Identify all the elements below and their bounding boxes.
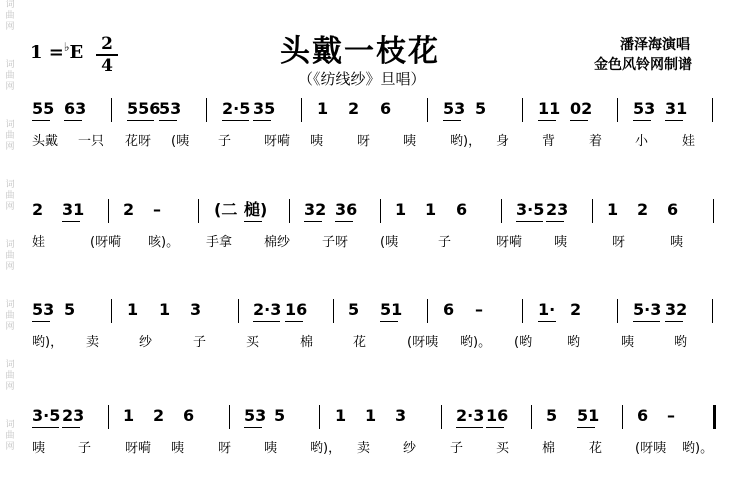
beam-underline xyxy=(443,120,461,121)
note-group: 5 xyxy=(274,406,286,425)
lyric-syllable: 咦 xyxy=(310,134,324,149)
barline xyxy=(238,299,239,323)
note-group: 51 xyxy=(380,300,403,319)
note-group: 5 xyxy=(64,300,76,319)
note-group: 51 xyxy=(577,406,600,425)
score-line xyxy=(0,197,750,287)
lyric-syllable: 花呀 xyxy=(125,134,152,149)
lyric-syllable: 呀嗬 xyxy=(264,134,291,149)
lyric-syllable: 子 xyxy=(450,441,464,456)
lyric-syllable: 手拿 xyxy=(206,235,233,250)
note-group: 11 xyxy=(538,99,561,118)
lyric-syllable: 哟)， xyxy=(310,441,342,456)
beam-underline xyxy=(516,221,543,222)
note-group: – xyxy=(475,300,483,319)
lyric-syllable: (咦 xyxy=(171,134,190,149)
note-group: 2·3 xyxy=(456,406,485,425)
watermark-6: 词曲网 xyxy=(5,300,15,332)
lyric-syllable: 棉 xyxy=(542,441,556,456)
beam-underline xyxy=(304,221,322,222)
lyric-syllable: 一只 xyxy=(78,134,105,149)
beam-underline xyxy=(244,427,262,428)
note-group: 63 xyxy=(64,99,87,118)
note-group: 2 xyxy=(570,300,582,319)
lyric-syllable: 哟)， xyxy=(32,335,64,350)
lyric-syllable: 背 xyxy=(542,134,556,149)
note-group: 6 xyxy=(667,200,679,219)
watermark-1: 词曲网 xyxy=(5,0,15,32)
barline xyxy=(333,299,334,323)
note-group: 31 xyxy=(665,99,688,118)
key-prefix: 1 = xyxy=(30,42,64,63)
note-group: – xyxy=(667,406,675,425)
note-group: 1 xyxy=(317,99,329,118)
beam-underline xyxy=(32,321,50,322)
watermark-5: 词曲网 xyxy=(5,240,15,272)
note-group: 1 xyxy=(159,300,171,319)
lyric-syllable: (哟 xyxy=(514,335,533,350)
note-group: 1 xyxy=(123,406,135,425)
lyric-syllable: 哟 xyxy=(567,335,581,350)
note-group: 1 xyxy=(335,406,347,425)
beam-underline xyxy=(253,321,280,322)
note-group: 2 xyxy=(32,200,44,219)
lyric-syllable: 咦 xyxy=(554,235,568,250)
score-line xyxy=(0,96,750,186)
lyric-syllable: 娃 xyxy=(32,235,46,250)
note-group: 5·3 xyxy=(633,300,662,319)
meter-bottom: 4 xyxy=(96,54,118,76)
lyric-syllable: 买 xyxy=(496,441,510,456)
lyric-syllable: 咦 xyxy=(264,441,278,456)
beam-underline xyxy=(244,221,262,222)
note-group: 32 xyxy=(304,200,327,219)
note-group: 53 xyxy=(32,300,55,319)
lyric-syllable: 哟 xyxy=(674,335,688,350)
lyric-syllable: 呀 xyxy=(218,441,232,456)
lyric-syllable: 着 xyxy=(589,134,603,149)
note-group: 1 xyxy=(425,200,437,219)
lyric-syllable: 子 xyxy=(78,441,92,456)
note-group: 35 xyxy=(253,99,276,118)
note-group: 6 xyxy=(637,406,649,425)
note-group: 31 xyxy=(62,200,85,219)
note-group: (二 xyxy=(214,200,238,219)
beam-underline xyxy=(335,221,353,222)
note-group: 3·5 xyxy=(516,200,545,219)
note-group: 1 xyxy=(395,200,407,219)
barline xyxy=(617,98,618,122)
lyric-syllable: 咳)。 xyxy=(148,235,180,250)
note-group: 1 xyxy=(607,200,619,219)
lyric-syllable: 咦 xyxy=(403,134,417,149)
lyric-syllable: 呀 xyxy=(357,134,371,149)
note-group: 36 xyxy=(335,200,358,219)
note-group: 6 xyxy=(183,406,195,425)
note-group: 556 xyxy=(127,99,161,118)
barline xyxy=(713,405,716,429)
barline xyxy=(108,199,109,223)
lyric-syllable: 卖 xyxy=(86,335,100,350)
beam-underline xyxy=(380,321,398,322)
beam-underline xyxy=(570,120,588,121)
barline xyxy=(522,299,523,323)
barline xyxy=(289,199,290,223)
flat-icon: ♭ xyxy=(63,40,70,54)
note-group: 53 xyxy=(443,99,466,118)
lyric-syllable: 买 xyxy=(246,335,260,350)
note-group: 5 xyxy=(348,300,360,319)
beam-underline xyxy=(32,427,59,428)
barline xyxy=(229,405,230,429)
watermark-3: 词曲网 xyxy=(5,120,15,152)
barline xyxy=(198,199,199,223)
beam-underline xyxy=(32,120,50,121)
beam-underline xyxy=(546,221,564,222)
beam-underline xyxy=(253,120,271,121)
note-group: 1 xyxy=(365,406,377,425)
score-line xyxy=(0,403,750,493)
score-line xyxy=(0,297,750,387)
beam-underline xyxy=(538,120,556,121)
lyric-syllable: 咦 xyxy=(621,335,635,350)
barline xyxy=(622,405,623,429)
lyric-syllable: 呀嗬 xyxy=(125,441,152,456)
note-group: 3 xyxy=(190,300,202,319)
note-group: 6 xyxy=(456,200,468,219)
lyric-syllable: 咦 xyxy=(171,441,185,456)
beam-underline xyxy=(62,427,80,428)
note-group: 2 xyxy=(123,200,135,219)
lyric-syllable: 哟)， xyxy=(450,134,482,149)
note-group: 1· xyxy=(538,300,556,319)
lyric-syllable: (咦 xyxy=(380,235,399,250)
barline xyxy=(522,98,523,122)
lyric-syllable: 棉纱 xyxy=(264,235,291,250)
barline xyxy=(301,98,302,122)
beam-underline xyxy=(285,321,303,322)
beam-underline xyxy=(577,427,595,428)
lyric-syllable: 咦 xyxy=(32,441,46,456)
lyric-syllable: 花 xyxy=(589,441,603,456)
barline xyxy=(712,98,713,122)
beam-underline xyxy=(222,120,249,121)
barline xyxy=(319,405,320,429)
lyric-syllable: (呀咦 xyxy=(407,335,439,350)
watermark-8: 词曲网 xyxy=(5,420,15,452)
beam-underline xyxy=(64,120,82,121)
watermark-2: 词曲网 xyxy=(5,60,15,92)
song-subtitle: （《纺线纱》旦唱） xyxy=(298,70,426,88)
engraver-credit: 金色风铃网制谱 xyxy=(594,57,692,73)
note-group: 2·5 xyxy=(222,99,251,118)
barline xyxy=(531,405,532,429)
beam-underline xyxy=(62,221,80,222)
lyric-syllable: (呀咦 xyxy=(635,441,667,456)
barline xyxy=(206,98,207,122)
barline xyxy=(427,98,428,122)
note-group: 2 xyxy=(637,200,649,219)
watermark-4: 词曲网 xyxy=(5,180,15,212)
note-group: 6 xyxy=(443,300,455,319)
barline xyxy=(111,299,112,323)
beam-underline xyxy=(486,427,504,428)
barline xyxy=(713,199,714,223)
note-group: 2 xyxy=(153,406,165,425)
note-group: 5 xyxy=(546,406,558,425)
note-group: 53 xyxy=(633,99,656,118)
note-group: 2 xyxy=(348,99,360,118)
beam-underline xyxy=(665,120,683,121)
barline xyxy=(380,199,381,223)
lyric-syllable: 哟)。 xyxy=(682,441,714,456)
song-title: 头戴一枝花 xyxy=(280,34,440,69)
note-group: 1 xyxy=(127,300,139,319)
note-group: 23 xyxy=(546,200,569,219)
barline xyxy=(111,98,112,122)
lyric-syllable: 纱 xyxy=(139,335,153,350)
lyric-syllable: 咦 xyxy=(670,235,684,250)
barline xyxy=(592,199,593,223)
beam-underline xyxy=(538,321,556,322)
note-group: 02 xyxy=(570,99,593,118)
lyric-syllable: (呀嗬 xyxy=(90,235,122,250)
note-group: 32 xyxy=(665,300,688,319)
lyric-syllable: 子 xyxy=(438,235,452,250)
lyric-syllable: 哟)。 xyxy=(460,335,492,350)
note-group: 5 xyxy=(475,99,487,118)
barline xyxy=(427,299,428,323)
note-group: 55 xyxy=(32,99,55,118)
note-group: 23 xyxy=(62,406,85,425)
beam-underline xyxy=(633,120,651,121)
lyric-syllable: 卖 xyxy=(357,441,371,456)
lyric-syllable: 花 xyxy=(353,335,367,350)
lyric-syllable: 娃 xyxy=(682,134,696,149)
note-group: 槌) xyxy=(244,200,268,219)
lyric-syllable: 呀 xyxy=(612,235,626,250)
beam-underline xyxy=(633,321,660,322)
note-group: 3·5 xyxy=(32,406,61,425)
key-note: E xyxy=(69,42,84,63)
beam-underline xyxy=(456,427,483,428)
beam-underline xyxy=(665,321,683,322)
note-group: 53 xyxy=(159,99,182,118)
lyric-syllable: 子 xyxy=(218,134,232,149)
note-group: – xyxy=(153,200,161,219)
note-group: 3 xyxy=(395,406,407,425)
note-group: 53 xyxy=(244,406,267,425)
note-group: 2·3 xyxy=(253,300,282,319)
key-signature xyxy=(30,40,83,63)
lyric-syllable: 呀嗬 xyxy=(496,235,523,250)
note-group: 16 xyxy=(486,406,509,425)
beam-underline xyxy=(127,120,154,121)
barline xyxy=(108,405,109,429)
note-group: 16 xyxy=(285,300,308,319)
lyric-syllable: 棉 xyxy=(300,335,314,350)
note-group: 6 xyxy=(380,99,392,118)
lyric-syllable: 身 xyxy=(496,134,510,149)
meter-top: 2 xyxy=(101,34,113,54)
watermark-7: 词曲网 xyxy=(5,360,15,392)
time-signature xyxy=(96,34,118,76)
lyric-syllable: 小 xyxy=(635,134,649,149)
beam-underline xyxy=(159,120,177,121)
performer-credit: 潘泽海演唱 xyxy=(620,37,690,53)
lyric-syllable: 纱 xyxy=(403,441,417,456)
barline xyxy=(501,199,502,223)
lyric-syllable: 子 xyxy=(193,335,207,350)
barline xyxy=(617,299,618,323)
barline xyxy=(712,299,713,323)
lyric-syllable: 子呀 xyxy=(322,235,349,250)
barline xyxy=(441,405,442,429)
lyric-syllable: 头戴 xyxy=(32,134,59,149)
